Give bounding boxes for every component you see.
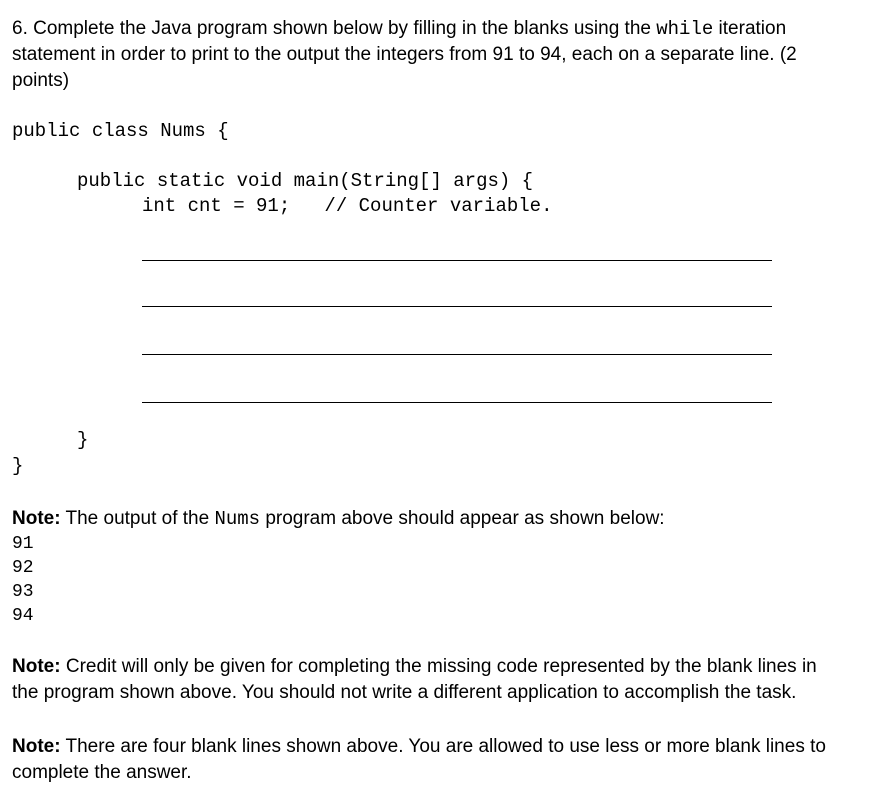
method-close-brace: } — [77, 429, 89, 451]
class-close-brace: } — [12, 455, 24, 477]
credit-note-line-1 — [12, 654, 872, 680]
blank-note-text-1: There are four blank lines shown above. You are allowed to use less or more blank lines to — [60, 736, 826, 757]
blank-lines-note — [12, 734, 872, 786]
main-declaration: public static void main(String[] args) { — [77, 170, 534, 192]
question-line-1 — [12, 16, 872, 42]
output-note-class-name: Nums — [214, 508, 261, 530]
question-prefix: 6. Complete the Java program shown below by filling in the blanks using the — [12, 18, 657, 39]
question-line-2: statement in order to print to the output the integers from 91 to 94, each on a separate line. (2 — [12, 44, 797, 65]
question-suffix: iteration — [713, 18, 787, 39]
blank-note-label: Note: — [12, 736, 61, 757]
output-note-text-before: The output of the — [60, 508, 215, 529]
question-line-3: points) — [12, 70, 70, 91]
answer-blank-line-1[interactable] — [142, 260, 772, 261]
output-value: 94 — [12, 606, 34, 626]
output-note-label: Note: — [12, 508, 61, 529]
blank-note-line-2: complete the answer. — [12, 762, 192, 783]
answer-blank-line-2[interactable] — [142, 306, 772, 307]
class-declaration: public class Nums { — [12, 120, 229, 142]
question-text — [12, 16, 872, 94]
output-value: 92 — [12, 558, 34, 578]
answer-blank-line-4[interactable] — [142, 402, 772, 403]
output-note — [12, 506, 872, 532]
while-keyword: while — [656, 18, 714, 40]
blank-note-line-1 — [12, 734, 872, 760]
credit-note — [12, 654, 872, 706]
output-value: 91 — [12, 534, 34, 554]
credit-note-label: Note: — [12, 656, 61, 677]
counter-declaration: int cnt = 91; // Counter variable. — [142, 195, 553, 217]
output-note-text-after: program above should appear as shown below: — [260, 508, 665, 529]
answer-blank-line-3[interactable] — [142, 354, 772, 355]
credit-note-text-1: Credit will only be given for completing the missing code represented by the blank lines in — [60, 656, 817, 677]
output-value: 93 — [12, 582, 34, 602]
credit-note-line-2: the program shown above. You should not write a different application to accomplish the task. — [12, 682, 797, 703]
